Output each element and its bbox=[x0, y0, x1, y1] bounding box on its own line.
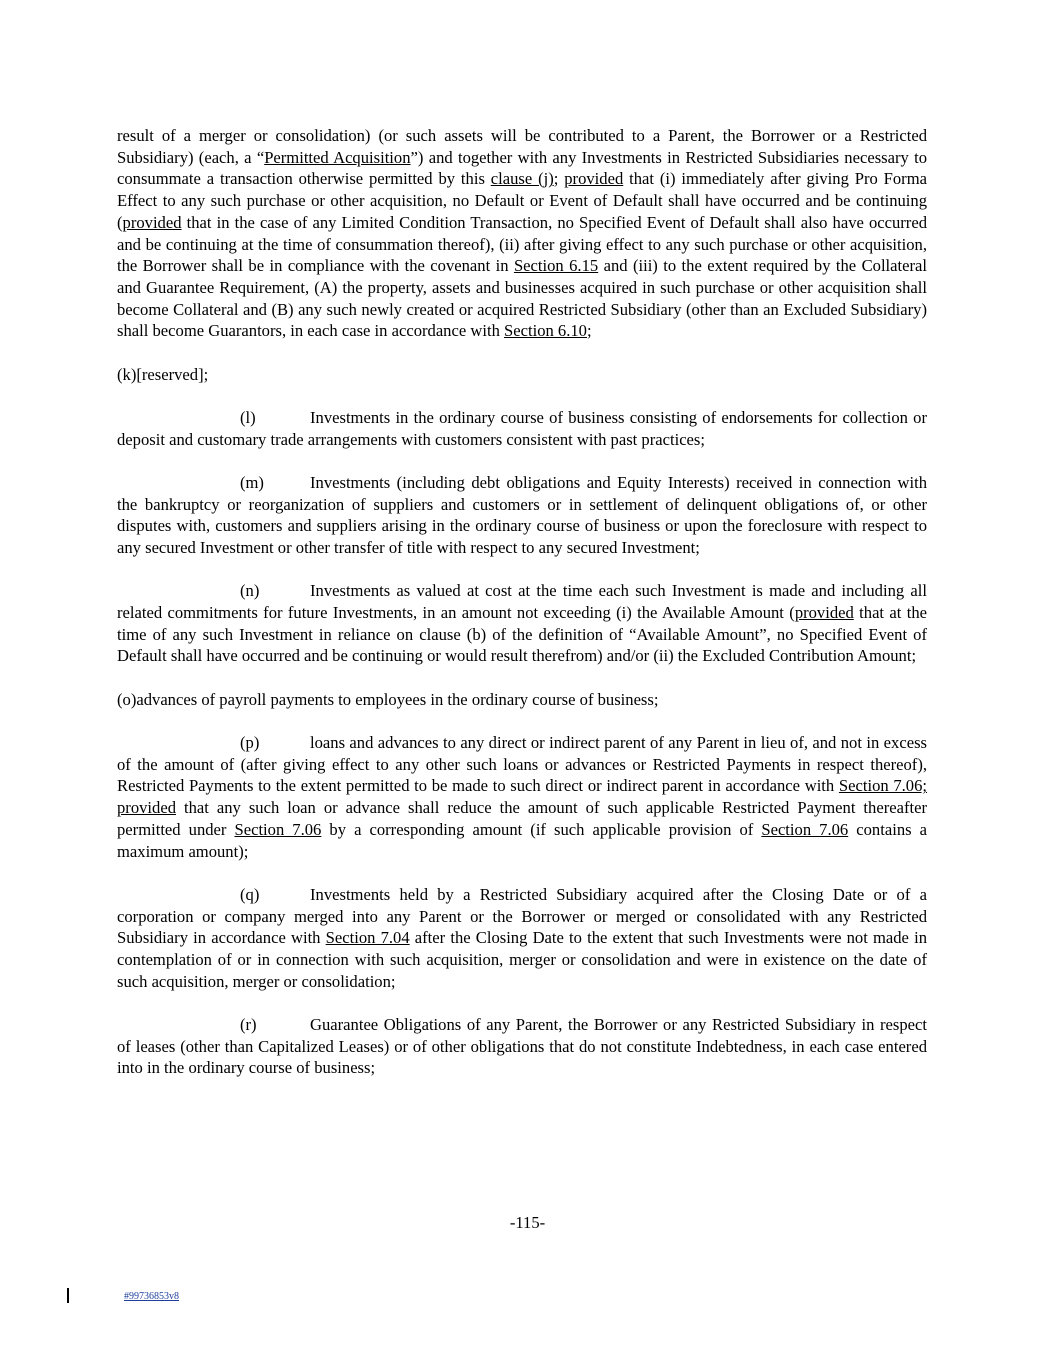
clause-label: (q) bbox=[240, 884, 260, 904]
clause-label: (o) bbox=[117, 689, 137, 709]
clause-text: advances of payroll payments to employees in the ordinary course of business; bbox=[136, 689, 659, 709]
page-number: -115- bbox=[509, 1213, 546, 1232]
defined-term: Permitted Acquisition bbox=[264, 147, 411, 167]
clause-o bbox=[117, 689, 927, 711]
clause-label: (k) bbox=[117, 364, 137, 384]
cross-reference: clause (j) bbox=[490, 169, 554, 189]
clause-text: Guarantee Obligations of any Parent, the Borrower or any Restricted Subsidiary in respect of leases (other than Capitalized Leases) or of other obligations that do not constitute Indebtedness, in each case entered into in the ordinary course of business; bbox=[117, 1014, 927, 1078]
revision-change-bar bbox=[67, 1288, 69, 1303]
clause-label: (m) bbox=[240, 472, 264, 492]
cross-reference: Section 6.15 bbox=[513, 256, 599, 276]
proviso-term: provided bbox=[794, 603, 854, 623]
clause-label: (l) bbox=[240, 407, 256, 427]
clause-l bbox=[117, 407, 927, 450]
cross-reference: Section 7.04 bbox=[325, 928, 410, 948]
clause-n: (n) Investments as valued at cost at the time each such Investment is made and including all related commitments for future Investments, in an amount not exceeding (i) the Available Amount (provided that at the time of any such Investment in reliance on clause (b) of the definition of “Available Amount”, no Specified Event of Default shall have occurred and be continuing or would result therefrom) and/or (ii) the Excluded Contribution Amount; bbox=[117, 581, 927, 666]
proviso-term: provided bbox=[122, 212, 182, 232]
clause-label: (n) bbox=[240, 581, 260, 601]
clause-m bbox=[117, 472, 927, 559]
document-id-link[interactable]: #99736853v8 bbox=[124, 1291, 179, 1302]
clause-p: (p) loans and advances to any direct or indirect parent of any Parent in lieu of, and not in excess of the amount of (after giving effect to any other such loans or advances or Restricted Payments in respect thereof), Restricted Payments to the extent permitted to be made to such direct or indirect parent in accordance with Section 7.06; provided that any such loan or advance shall reduce the amount of such applicable Restricted Payment thereafter permitted under Section 7.06 by a corresponding amount (if such applicable provision of Section 7.06 contains a maximum amount); bbox=[117, 733, 927, 861]
document-body bbox=[117, 125, 927, 1101]
clause-k bbox=[117, 364, 927, 386]
clause-label: (r) bbox=[240, 1014, 257, 1034]
cross-reference: Section 7.06 bbox=[761, 819, 849, 839]
cross-reference: Section 7.06 bbox=[234, 819, 322, 839]
clause-j-continuation: result of a merger or consolidation) (or such assets will be contributed to a Parent, the Borrower or a Restricted Subsidiary) (each, a “Permitted Acquisition”) and together with any Investments in Restricted Subsidiaries necessary to consummate a transaction otherwise permitted by this clause (j); provided that (i) immediately after giving Pro Forma Effect to any such purchase or other acquisition, no Default or Event of Default shall have occurred and be continuing (provided that in the case of any Limited Condition Transaction, no Specified Event of Default shall also have occurred and be continuing at the time of consummation thereof), (ii) after giving effect to any such purchase or other acquisition, the Borrower shall be in compliance with the covenant in Section 6.15 and (iii) to the extent required by the Collateral and Guarantee Requirement, (A) the property, assets and businesses acquired in such purchase or other acquisition shall become Collateral and (B) any such newly created or acquired Restricted Subsidiary (other than an Excluded Subsidiary) shall become Guarantors, in each case in accordance with Section 6.10; bbox=[117, 126, 928, 341]
cross-reference: Section 7.06; provided bbox=[117, 776, 927, 818]
cross-reference: Section 6.10 bbox=[504, 321, 587, 341]
clause-r bbox=[117, 1014, 927, 1079]
clause-label: (p) bbox=[240, 733, 260, 753]
clause-text: Investments (including debt obligations and Equity Interests) received in connection with the bankruptcy or reorganization of suppliers and customers or in settlement of delinquent obligations of, or other disputes with, customers and suppliers arising in the ordinary course of business or upon the foreclosure with respect to any secured Investment or other transfer of title with respect to any secured Investment; bbox=[117, 472, 927, 558]
clause-q: (q) Investments held by a Restricted Subsidiary acquired after the Closing Date or of a corporation or company merged into any Parent or the Borrower or merged or consolidated with any Restricted Subsidiary in accordance with Section 7.04 after the Closing Date to the extent that such Investments were not made in contemplation of or in connection with such acquisition, merger or consolidation and were in existence on the date of such acquisition, merger or consolidation; bbox=[117, 884, 927, 991]
clause-text: Investments in the ordinary course of business consisting of endorsements for collection or deposit and customary trade arrangements with customers consistent with past practices; bbox=[117, 407, 927, 449]
clause-text: [reserved]; bbox=[136, 364, 209, 384]
proviso-term: provided bbox=[564, 169, 624, 189]
